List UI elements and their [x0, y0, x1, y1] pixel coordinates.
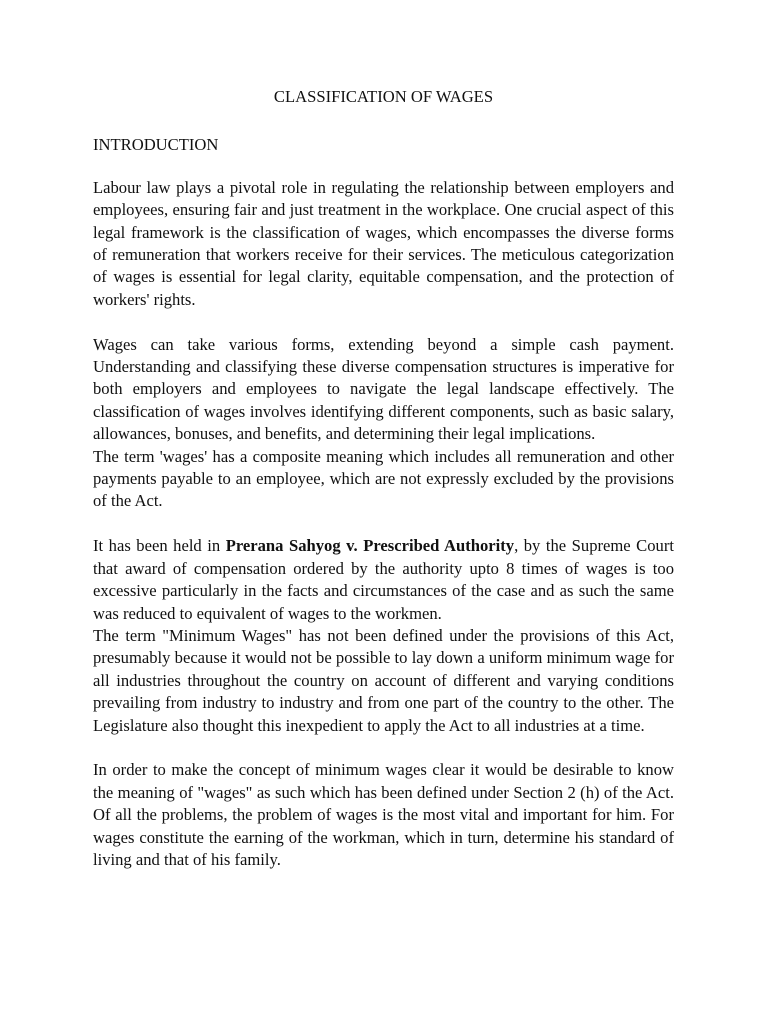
- document-title: CLASSIFICATION OF WAGES: [273, 87, 494, 106]
- paragraph-labour-law: Labour law plays a pivotal role in regulating the relationship between employers and employees, ensuring fair and just treatment in the workplace. One crucial aspect of this legal framework is the classification of wages, which encompasses the diverse forms of remuneration that workers receive for their services. The meticulous categorization of wages is essential for legal clarity, equitable compensation, and the protection of workers' rights.: [93, 177, 674, 309]
- paragraph-minimum-wages: The term "Minimum Wages" has not been defined under the provisions of this Act, presumably because it would not be possible to lay down a uniform minimum wage for all industries throughout the country on account of different and varying conditions prevailing from industry to industry and from one part of the country to the other. The Legislature also thought this inexpedient to apply the Act to all industries at a time.: [93, 625, 674, 735]
- case-text-before: It has been held in: [93, 536, 226, 556]
- section-heading-introduction: INTRODUCTION: [93, 135, 219, 155]
- case-text-after: , by the Supreme Court that award of compensation ordered by the authority upto 8 times of wages is too excessive particularly in the facts and circumstances of the case and as such the same was reduced to equivalent of wages to the workmen.: [93, 536, 674, 623]
- document-page: [93, 86, 674, 871]
- paragraph-concept-minimum-wages: In order to make the concept of minimum wages clear it would be desirable to know the meaning of "wages" as such which has been defined under Section 2 (h) of the Act. Of all the problems, the problem of wages is the most vital and important for him. For wages constitute the earning of the workman, which in turn, determine his standard of living and that of his family.: [93, 760, 674, 869]
- paragraph-wages-forms: Wages can take various forms, extending beyond a simple cash payment. Understanding and classifying these diverse compensation structures is imperative for both employers and employees to navigate the legal landscape effectively. The classification of wages involves identifying different components, such as basic salary, allowances, bonuses, and benefits, and determining their legal implications.: [93, 334, 674, 444]
- paragraph-case-law: [93, 535, 674, 625]
- paragraph-term-wages: The term 'wages' has a composite meaning which includes all remuneration and other payments payable to an employee, which are not expressly excluded by the provisions of the Act.: [93, 446, 674, 511]
- case-name: Prerana Sahyog v. Prescribed Authority: [225, 536, 515, 556]
